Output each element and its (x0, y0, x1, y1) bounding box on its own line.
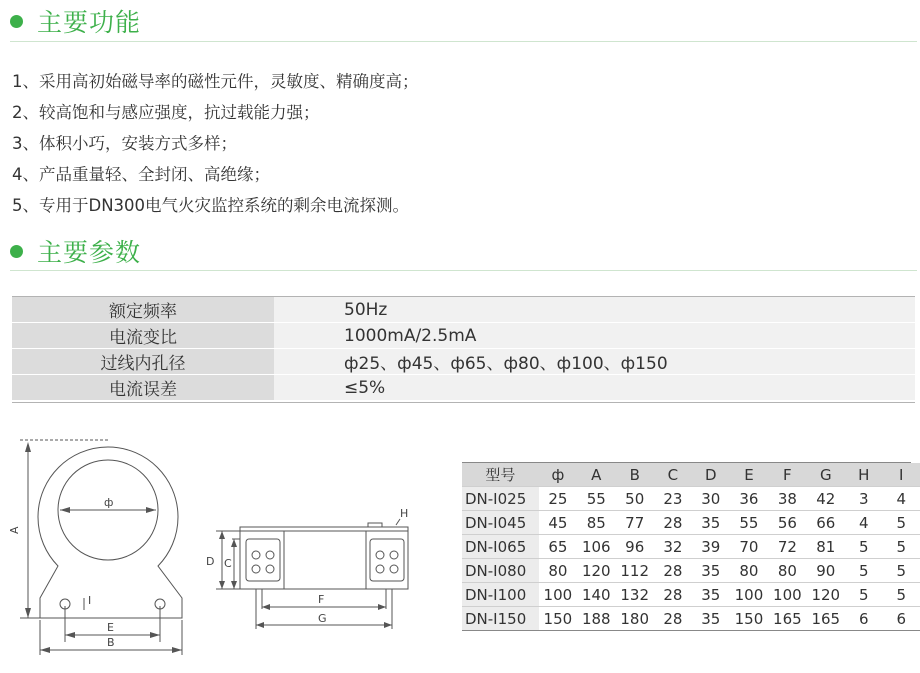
table-cell: 5 (845, 535, 882, 559)
table-cell: 36 (730, 487, 768, 511)
arrow-icon (60, 507, 70, 513)
table-cell: 28 (654, 511, 692, 535)
column-header: 型号 (462, 463, 539, 487)
column-header: E (730, 463, 768, 487)
table-cell: DN-I065 (462, 535, 539, 559)
table-cell: 5 (845, 559, 882, 583)
table-cell: 5 (845, 583, 882, 607)
label-i: I (88, 594, 92, 607)
arrow-icon (146, 507, 156, 513)
table-cell: 25 (539, 487, 577, 511)
side-view-diagram (196, 505, 422, 635)
param-value: ≤5% (274, 375, 915, 401)
section-heading-functions (10, 4, 141, 38)
arrow-icon (150, 632, 160, 638)
arrow-icon (256, 622, 264, 628)
table-cell: 6 (882, 607, 920, 631)
column-header: I (882, 463, 920, 487)
table-cell: 35 (692, 583, 730, 607)
table-row (12, 349, 915, 375)
terminal-screw (266, 565, 274, 573)
column-header: G (807, 463, 845, 487)
param-value: 50Hz (274, 297, 915, 323)
section-divider (10, 270, 917, 271)
arrow-icon (25, 608, 31, 618)
table-cell: 50 (616, 487, 654, 511)
table-cell: 150 (539, 607, 577, 631)
table-cell: 70 (730, 535, 768, 559)
feature-item: 5、专用于DN300电气火灾监控系统的剩余电流探测。 (12, 196, 410, 215)
table-row (462, 559, 920, 583)
arrow-icon (262, 604, 270, 610)
table-cell: 5 (882, 535, 920, 559)
table-cell: 30 (692, 487, 730, 511)
table-cell: 6 (845, 607, 882, 631)
table-cell: 28 (654, 559, 692, 583)
terminal-screw (390, 551, 398, 559)
table-cell: 66 (807, 511, 845, 535)
table-cell: 188 (577, 607, 615, 631)
table-row (462, 583, 920, 607)
label-g: G (318, 612, 327, 625)
table-cell: 132 (616, 583, 654, 607)
table-cell: DN-I100 (462, 583, 539, 607)
table-cell: DN-I045 (462, 511, 539, 535)
terminal-block (370, 539, 404, 581)
param-label: 过线内孔径 (12, 349, 274, 375)
table-cell: 85 (577, 511, 615, 535)
table-cell: 55 (730, 511, 768, 535)
arrow-icon (65, 632, 75, 638)
table-cell: 32 (654, 535, 692, 559)
table-cell: 96 (616, 535, 654, 559)
table-cell: DN-I025 (462, 487, 539, 511)
table-cell: 165 (807, 607, 845, 631)
green-bullet-icon (10, 245, 23, 258)
table-cell: 4 (882, 487, 920, 511)
feature-item: 1、采用高初始磁导率的磁性元件，灵敏度、精确度高； (12, 72, 419, 91)
front-view-diagram (0, 430, 200, 666)
table-cell: 42 (807, 487, 845, 511)
sensor-body (240, 531, 408, 589)
column-header: F (768, 463, 806, 487)
table-cell: 5 (882, 511, 920, 535)
terminal-tab (368, 523, 382, 527)
arrow-icon (231, 581, 237, 589)
table-cell: 4 (845, 511, 882, 535)
section-divider (10, 41, 917, 42)
label-h: H (400, 507, 409, 520)
label-e: E (107, 621, 114, 634)
terminal-block (246, 539, 280, 581)
table-row (462, 535, 920, 559)
table-cell: 120 (577, 559, 615, 583)
feature-item: 4、产品重量轻、全封闭、高绝缘； (12, 165, 270, 184)
table-cell: 35 (692, 511, 730, 535)
column-header: C (654, 463, 692, 487)
table-cell: 3 (845, 487, 882, 511)
table-row (12, 323, 915, 349)
section-title: 主要参数 (37, 238, 142, 267)
param-value: 1000mA/2.5mA (274, 323, 915, 349)
table-row (462, 511, 920, 535)
section-heading-parameters (10, 234, 141, 268)
table-cell: 72 (768, 535, 806, 559)
table-cell: 56 (768, 511, 806, 535)
table-cell: 80 (539, 559, 577, 583)
column-header: ф (539, 463, 577, 487)
table-rule (12, 402, 915, 403)
table-cell: 28 (654, 607, 692, 631)
table-cell: 65 (539, 535, 577, 559)
label-b: B (107, 636, 115, 649)
table-cell: 106 (577, 535, 615, 559)
table-cell: 100 (768, 583, 806, 607)
table-cell: 112 (616, 559, 654, 583)
table-cell: 35 (692, 607, 730, 631)
dimension-table (462, 463, 920, 631)
param-label: 电流变比 (12, 323, 274, 349)
terminal-screw (390, 565, 398, 573)
table-cell: 39 (692, 535, 730, 559)
section-title: 主要功能 (37, 8, 142, 37)
column-header: H (845, 463, 882, 487)
terminal-screw (252, 551, 260, 559)
table-cell: 35 (692, 559, 730, 583)
label-d: D (206, 555, 215, 568)
param-value: ф25、ф45、ф65、ф80、ф100、ф150 (274, 349, 915, 375)
table-cell: 150 (730, 607, 768, 631)
feature-list (12, 66, 892, 221)
table-row (462, 487, 920, 511)
table-cell: DN-I150 (462, 607, 539, 631)
terminal-screw (266, 551, 274, 559)
column-header: D (692, 463, 730, 487)
table-cell: 81 (807, 535, 845, 559)
table-cell: 100 (539, 583, 577, 607)
table-cell: 5 (882, 559, 920, 583)
table-row (12, 297, 915, 323)
table-cell: 45 (539, 511, 577, 535)
arrow-icon (219, 531, 225, 539)
table-cell: 140 (577, 583, 615, 607)
terminal-screw (376, 565, 384, 573)
label-a: A (8, 526, 21, 534)
table-cell: 23 (654, 487, 692, 511)
parameter-table (12, 297, 915, 401)
column-header: B (616, 463, 654, 487)
table-cell: 80 (730, 559, 768, 583)
table-cell: 80 (768, 559, 806, 583)
terminal-screw (252, 565, 260, 573)
table-cell: 120 (807, 583, 845, 607)
arrow-icon (231, 539, 237, 547)
table-header-row (462, 463, 920, 487)
column-header: A (577, 463, 615, 487)
sensor-top-rim (240, 527, 408, 531)
table-row (462, 607, 920, 631)
arrow-icon (378, 604, 386, 610)
table-cell: 55 (577, 487, 615, 511)
table-cell: DN-I080 (462, 559, 539, 583)
table-cell: 180 (616, 607, 654, 631)
table-cell: 5 (882, 583, 920, 607)
table-cell: 28 (654, 583, 692, 607)
feature-item: 2、较高饱和与感应强度，抗过载能力强； (12, 103, 320, 122)
arrow-icon (172, 647, 182, 653)
arrow-icon (25, 442, 31, 452)
green-bullet-icon (10, 15, 23, 28)
arrow-icon (384, 622, 392, 628)
arrow-icon (219, 581, 225, 589)
table-cell: 90 (807, 559, 845, 583)
table-cell: 100 (730, 583, 768, 607)
sensor-outline (38, 447, 182, 618)
table-cell: 165 (768, 607, 806, 631)
label-phi: ф (104, 496, 114, 509)
param-label: 额定频率 (12, 297, 274, 323)
table-cell: 77 (616, 511, 654, 535)
param-label: 电流误差 (12, 375, 274, 401)
label-f: F (318, 593, 325, 606)
table-cell: 38 (768, 487, 806, 511)
table-row (12, 375, 915, 401)
arrow-icon (40, 647, 50, 653)
feature-item: 3、体积小巧，安装方式多样； (12, 134, 237, 153)
terminal-screw (376, 551, 384, 559)
label-c: C (224, 557, 232, 570)
